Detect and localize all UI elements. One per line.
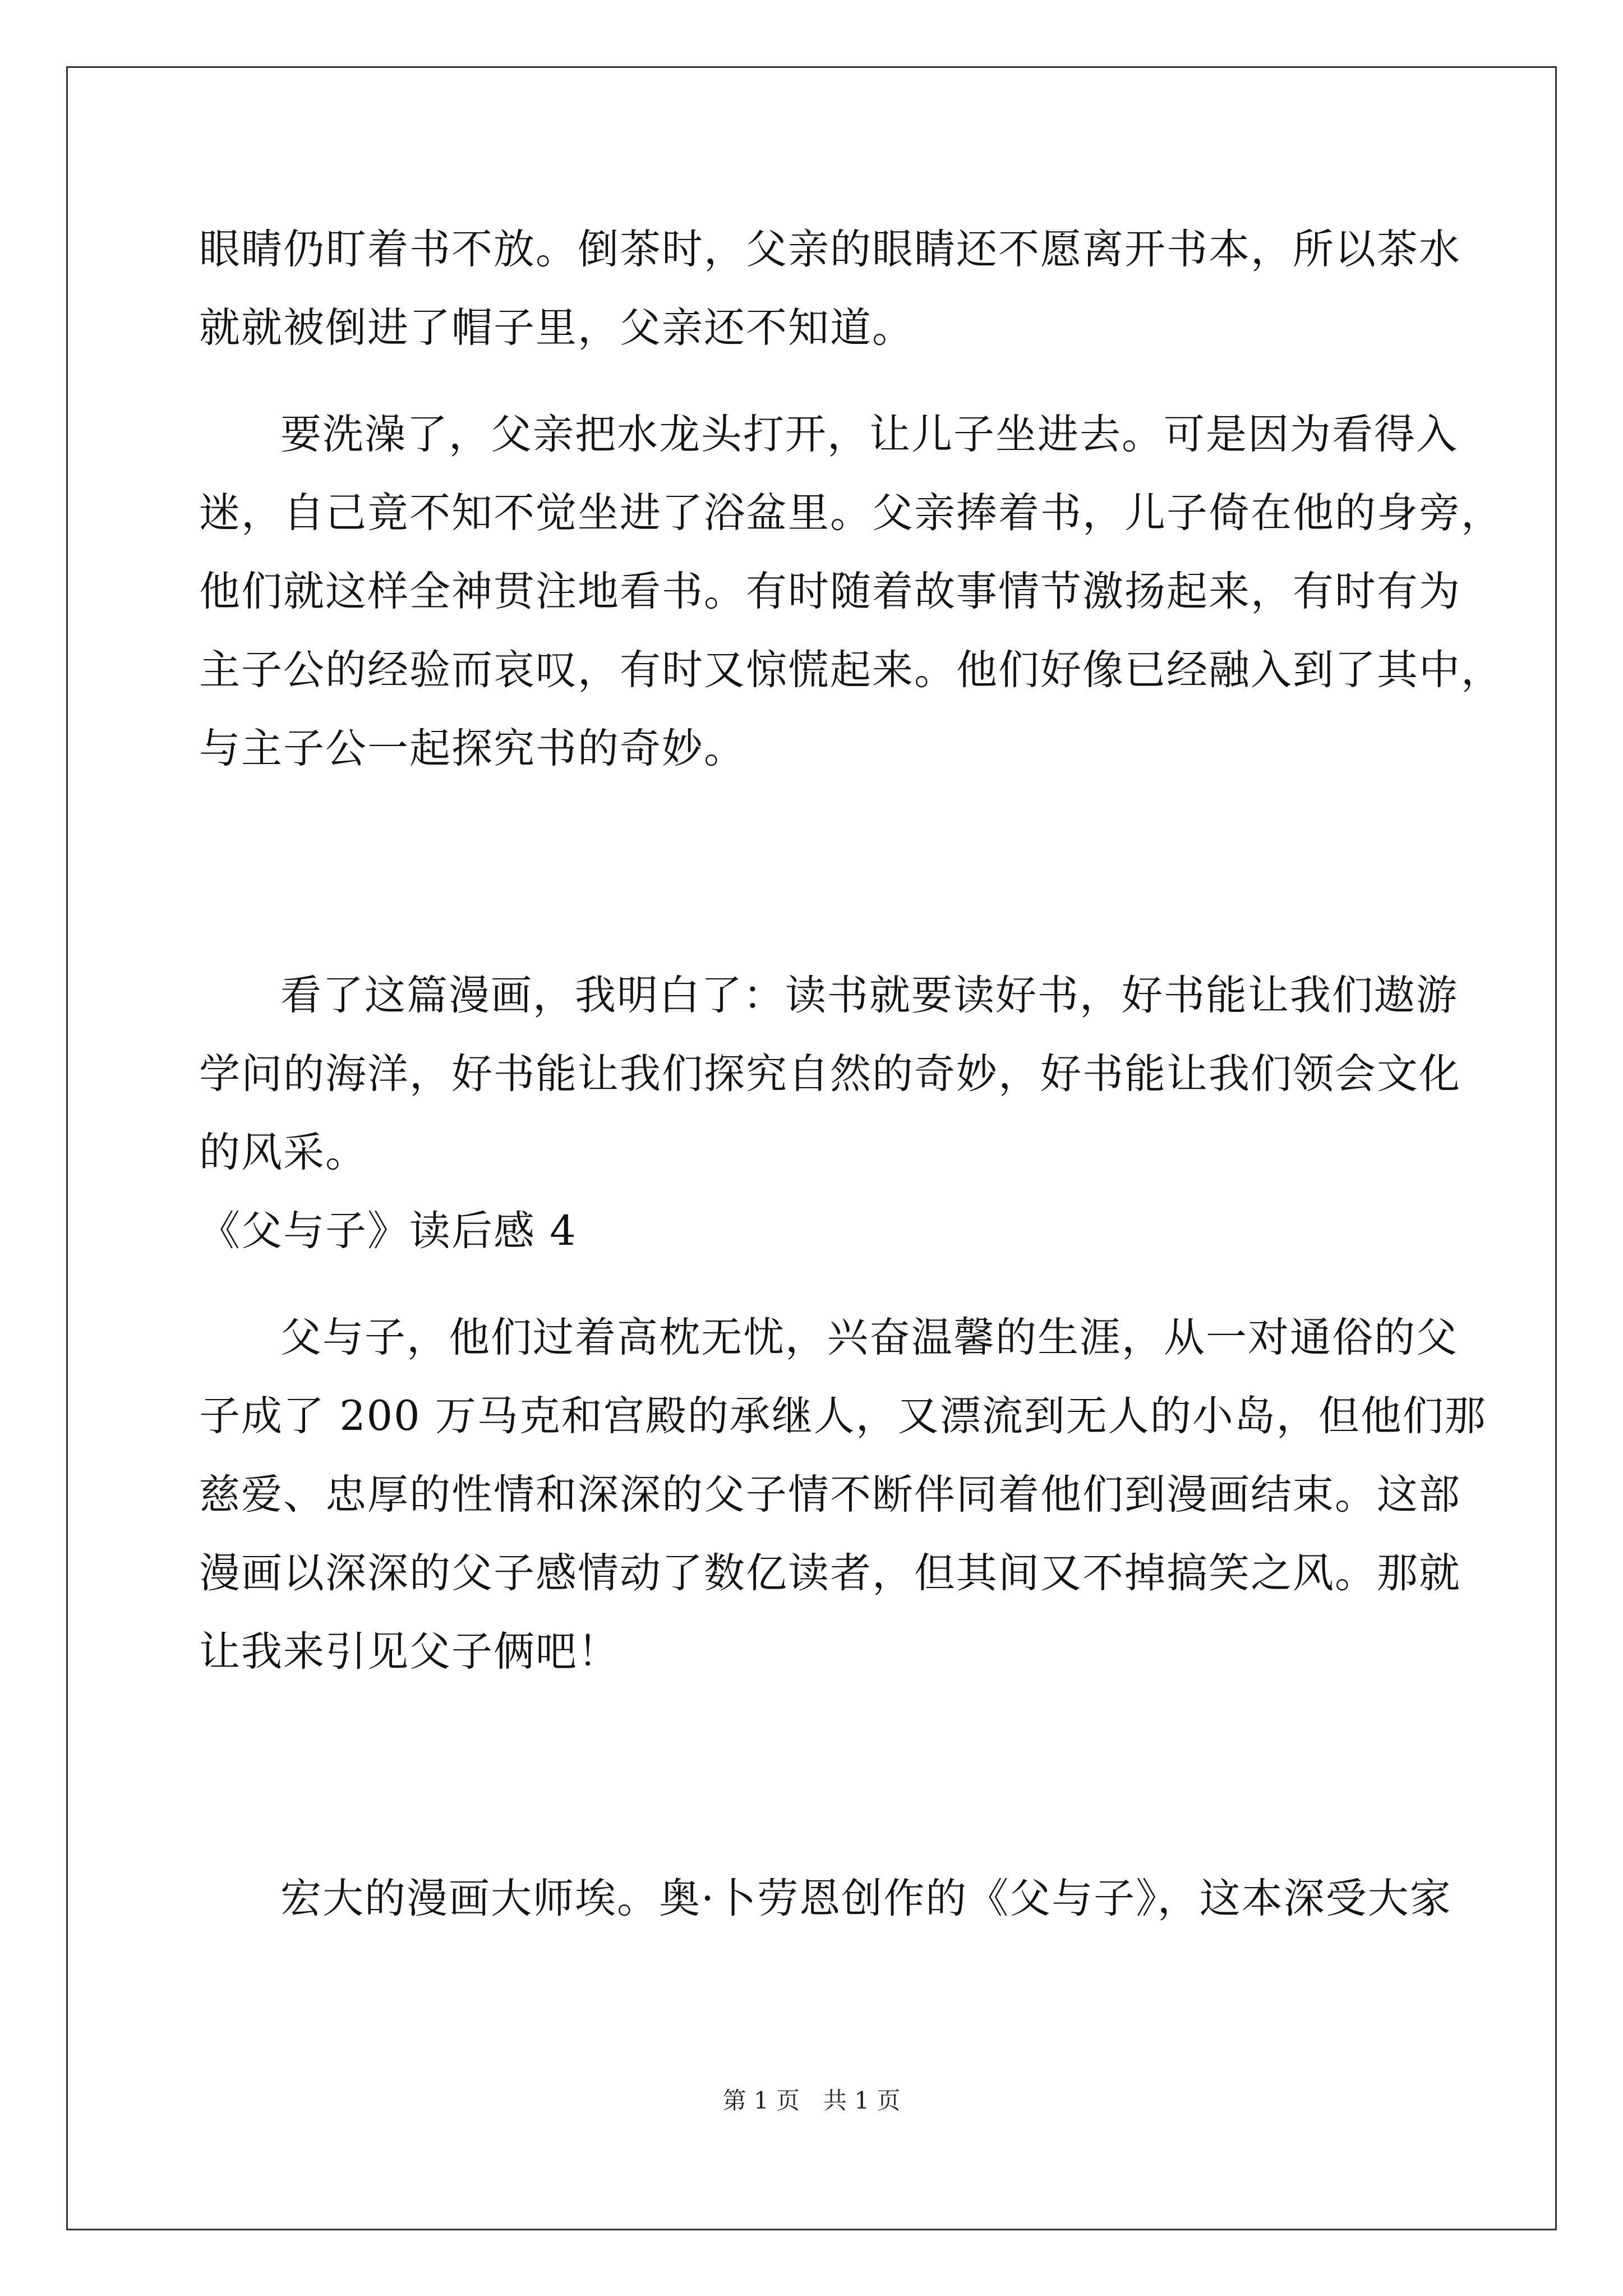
text-line: 看了这篇漫画，我明白了：读书就要读好书，好书能让我们遨游	[280, 972, 1458, 1019]
text-line: 要洗澡了，父亲把水龙头打开，让儿子坐进去。可是因为看得入	[280, 411, 1458, 458]
page-number: 第 1 页 共 1 页	[722, 2087, 901, 2114]
text-line: 主子公的经验而哀叹，有时又惊慌起来。他们好像已经融入到了其中，	[199, 646, 1503, 694]
text-line: 父与子，他们过着高枕无忧，兴奋温馨的生涯，从一对通俗的父	[280, 1314, 1458, 1361]
text-line: 慈爱、忠厚的性情和深深的父子情不断伴同着他们到漫画结束。这部	[199, 1471, 1461, 1519]
text-line: 子成了 200 万马克和宫殿的承继人，又漂流到无人的小岛，但他们那	[199, 1392, 1487, 1440]
text-line: 与主子公一起探究书的奇妙。	[199, 725, 746, 772]
section-heading: 《父与子》读后感 4	[199, 1207, 577, 1255]
text-line: 宏大的漫画大师埃。奥·卜劳恩创作的《父与子》，这本深受大家	[280, 1875, 1452, 1922]
text-line: 的风采。	[199, 1129, 367, 1176]
text-line: 迷，自己竟不知不觉坐进了浴盆里。父亲捧着书，儿子倚在他的身旁，	[199, 489, 1503, 537]
text-line: 他们就这样全神贯注地看书。有时随着故事情节激扬起来，有时有为	[199, 568, 1461, 615]
text-line: 就就被倒进了帽子里，父亲还不知道。	[199, 304, 914, 352]
text-line: 漫画以深深的父子感情动了数亿读者，但其间又不掉搞笑之风。那就	[199, 1549, 1461, 1597]
text-line: 让我来引见父子俩吧！	[199, 1628, 620, 1676]
text-line: 学问的海洋，好书能让我们探究自然的奇妙，好书能让我们领会文化	[199, 1050, 1461, 1098]
text-line: 眼睛仍盯着书不放。倒茶时，父亲的眼睛还不愿离开书本，所以茶水	[199, 226, 1461, 273]
